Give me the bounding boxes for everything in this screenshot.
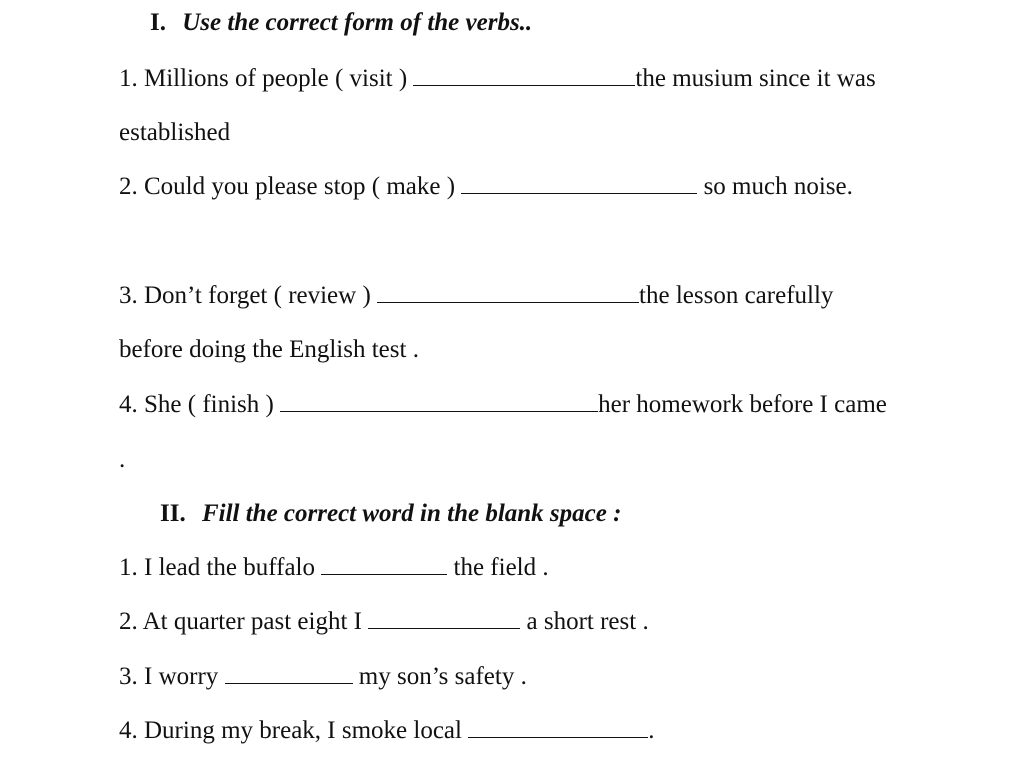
s2-item-1-number: 1. bbox=[119, 554, 138, 581]
s2-item-1 bbox=[119, 541, 549, 595]
s1-item-4-cont-text: . bbox=[119, 446, 126, 473]
s1-item-3-blank[interactable] bbox=[377, 280, 639, 303]
s2-item-2 bbox=[119, 595, 649, 649]
s1-item-1-suffix: the musium since it was bbox=[635, 65, 876, 92]
s1-item-3-cont-text: before doing the English test . bbox=[119, 336, 419, 363]
s1-item-4 bbox=[119, 378, 887, 432]
s2-item-2-blank[interactable] bbox=[368, 606, 520, 629]
s2-item-3-suffix: my son’s safety . bbox=[352, 663, 527, 690]
s2-item-3-number: 3. bbox=[119, 663, 138, 690]
s2-item-4-number: 4. bbox=[119, 717, 138, 744]
s2-item-2-prefix: At quarter past eight I bbox=[137, 608, 369, 635]
s1-item-2-blank[interactable] bbox=[461, 171, 697, 194]
s1-item-2-number: 2. bbox=[119, 173, 138, 200]
s1-item-1-prefix: Millions of people ( visit ) bbox=[137, 65, 414, 92]
s2-item-1-prefix: I lead the buffalo bbox=[137, 554, 322, 581]
s2-item-3-blank[interactable] bbox=[225, 661, 353, 684]
s2-item-4 bbox=[119, 704, 654, 758]
s1-item-3-number: 3. bbox=[119, 282, 138, 309]
s2-item-1-blank[interactable] bbox=[321, 552, 447, 575]
s1-item-4-blank[interactable] bbox=[280, 389, 598, 412]
s1-item-4-continuation bbox=[119, 433, 125, 487]
section-1-heading bbox=[150, 0, 532, 50]
s2-item-3 bbox=[119, 650, 527, 704]
s1-item-4-number: 4. bbox=[119, 391, 138, 418]
s1-item-1-continuation bbox=[119, 106, 230, 160]
s1-item-2 bbox=[119, 160, 853, 214]
s1-item-4-prefix: She ( finish ) bbox=[137, 391, 281, 418]
s1-item-3-prefix: Don’t forget ( review ) bbox=[137, 282, 378, 309]
section-1-title: Use the correct form of the verbs.. bbox=[182, 9, 533, 36]
section-2-heading bbox=[160, 487, 621, 541]
s1-item-1-cont-text: established bbox=[119, 119, 231, 146]
s1-item-3-suffix: the lesson carefully bbox=[639, 282, 834, 309]
s2-item-1-suffix: the field . bbox=[447, 554, 549, 581]
s1-item-3 bbox=[119, 269, 833, 323]
s1-item-1-blank[interactable] bbox=[413, 63, 635, 86]
section-2-numeral: II. bbox=[160, 500, 186, 527]
s1-item-1 bbox=[119, 52, 876, 106]
s2-item-2-suffix: a short rest . bbox=[520, 608, 649, 635]
s1-item-1-number: 1. bbox=[119, 65, 138, 92]
s1-item-3-continuation bbox=[119, 323, 419, 377]
section-1-numeral: I. bbox=[150, 9, 166, 36]
s2-item-2-number: 2. bbox=[119, 608, 138, 635]
s2-item-4-prefix: During my break, I smoke local bbox=[137, 717, 469, 744]
s2-item-4-suffix: . bbox=[648, 717, 655, 744]
s2-item-4-blank[interactable] bbox=[468, 715, 648, 738]
s1-item-2-prefix: Could you please stop ( make ) bbox=[137, 173, 462, 200]
s1-item-4-suffix: her homework before I came bbox=[598, 391, 887, 418]
section-2-title: Fill the correct word in the blank space : bbox=[201, 500, 622, 527]
s2-item-3-prefix: I worry bbox=[137, 663, 225, 690]
s1-item-2-suffix: so much noise. bbox=[697, 173, 853, 200]
